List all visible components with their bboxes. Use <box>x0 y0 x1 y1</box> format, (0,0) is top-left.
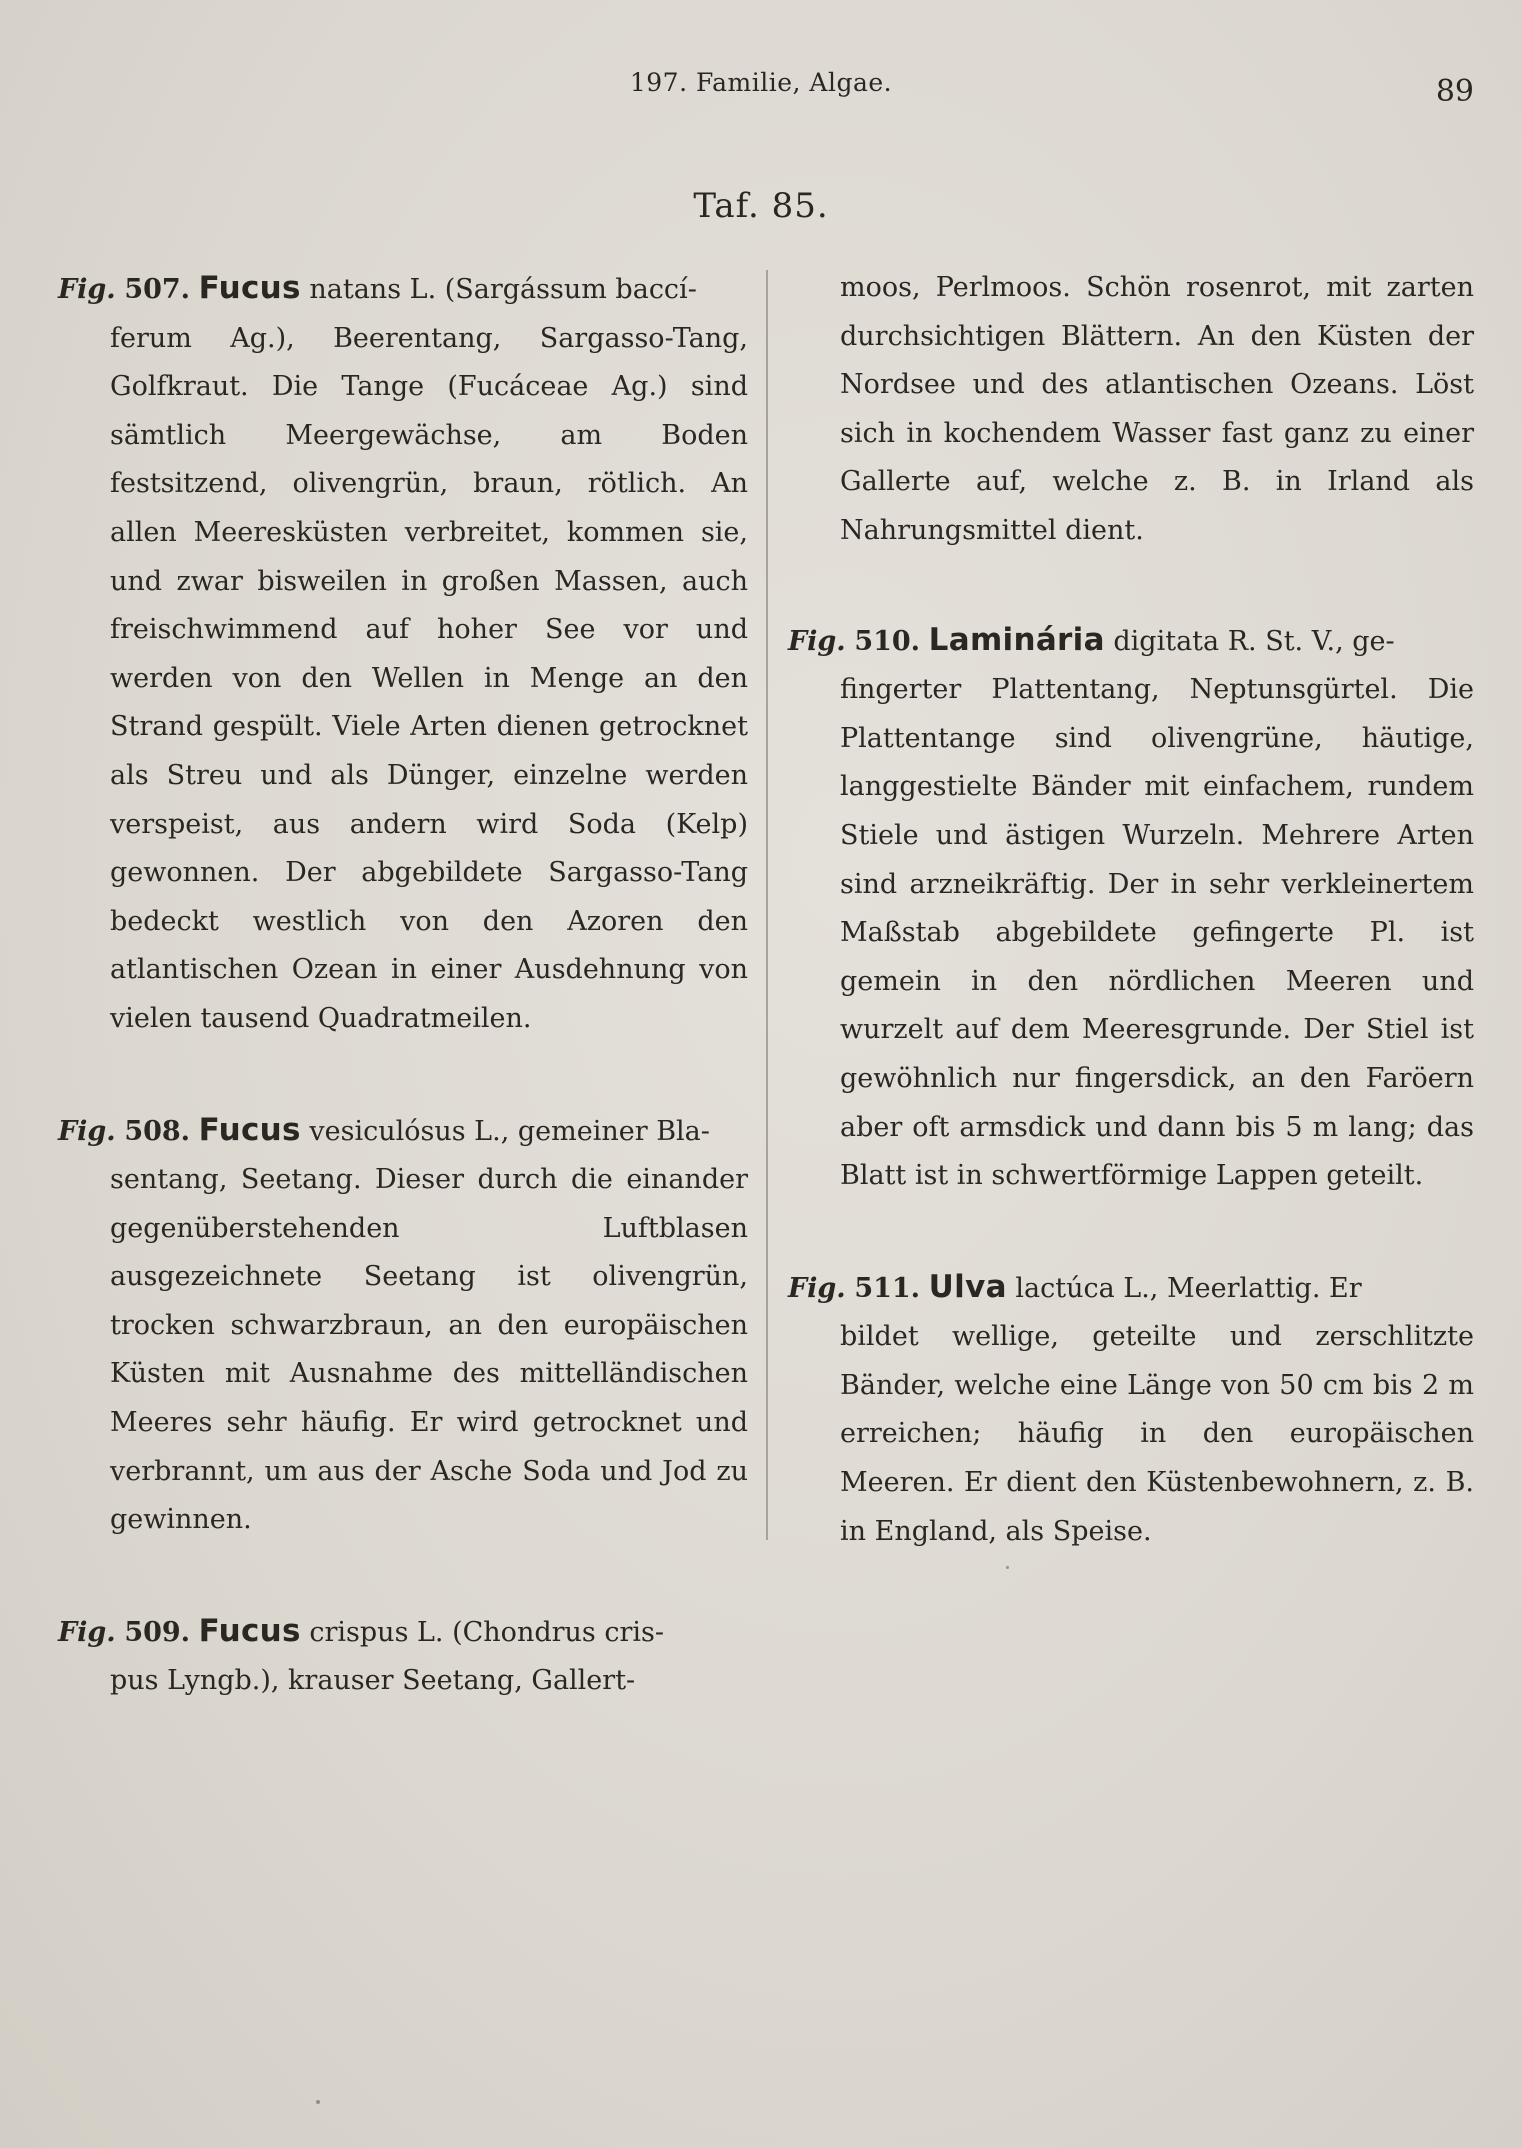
entry-body: bildet wellige, geteilte und zerschlitzte Bänder, welche eine Länge von 50 cm bis 2 m erreichen; häufig in den europäischen Meeren. Er dient den Küstenbewohnern, z. B. in England, als Speise. <box>840 1321 1474 1547</box>
fig-number: 509. <box>124 1616 191 1648</box>
entry-heading <box>58 1106 748 1157</box>
fig-number: 507. <box>124 274 191 305</box>
paper-speck <box>316 2100 320 2104</box>
entry-heading <box>58 264 748 315</box>
fig-label: Fig. <box>58 274 116 305</box>
entry-fig-507 <box>58 264 748 1044</box>
page-number: 89 <box>1435 74 1474 109</box>
fig-number: 510. <box>854 625 921 657</box>
entry-body: sentang, Seetang. Dieser durch die einander gegenüberstehenden Luftblasen ausgezeichnete Seetang ist olivengrün, trocken schwarzbraun, an den europäischen Küsten mit Ausnahme des mittelländischen Meeres sehr häufig. Er wird getrocknet und verbrannt, um aus der Asche Soda und Jod zu gewinnen. <box>110 1164 748 1536</box>
fig-number: 508. <box>124 1115 191 1147</box>
entry-heading <box>788 616 1474 667</box>
column-divider <box>766 270 768 1540</box>
genus-name: Ulva <box>928 1268 1007 1305</box>
heading-text: natans L. (Sargássum baccí- <box>309 274 697 305</box>
entry-fig-508 <box>58 1106 748 1545</box>
fig-label: Fig. <box>58 1616 116 1648</box>
genus-name: Fucus <box>198 270 301 306</box>
entry-body: fingerter Plattentang, Neptunsgürtel. Die Plattentange sind olivengrüne, häutige, langgestielte Bänder mit einfachem, rundem Stiele und ästigen Wurzeln. Mehrere Arten sind arzneikräftig. Der in sehr verkleinertem Maßstab abgebildete gefingerte Pl. ist gemein in den nördlichen Meeren und wurzelt auf dem Meeresgrunde. Der Stiel ist gewöhnlich nur fingersdick, an den Faröern aber oft armsdick und dann bis 5 m lang; das Blatt ist in schwertförmige Lappen geteilt. <box>840 674 1474 1192</box>
entry-body: pus Lyngb.), krauser Seetang, Gallert- <box>110 1665 636 1697</box>
genus-name: Laminária <box>928 621 1105 658</box>
heading-text: crispus L. (Chondrus cris- <box>309 1616 664 1648</box>
heading-text: digitata R. St. V., ge- <box>1113 625 1395 657</box>
entry-heading <box>58 1607 748 1658</box>
entry-fig-509 <box>58 1607 748 1706</box>
fig-label: Fig. <box>788 1272 846 1304</box>
left-column <box>58 264 748 1768</box>
genus-name: Fucus <box>198 1612 301 1649</box>
entry-body: ferum Ag.), Beerentang, Sargasso-Tang, Golfkraut. Die Tange (Fucáceae Ag.) sind sämtlich Meergewächse, am Boden festsitzend, olivengrün, braun, rötlich. An allen Meeresküsten verbreitet, kommen sie, und zwar bisweilen in großen Massen, auch freischwimmend auf hoher See vor und werden von den Wellen in Menge an den Strand gespült. Viele Arten dienen getrocknet als Streu und als Dünger, einzelne werden verspeist, aus andern wird Soda (Kelp) gewonnen. Der abgebildete Sargasso-Tang bedeckt westlich von den Azoren den atlantischen Ozean in einer Ausdehnung von vielen tausend Quadratmeilen. <box>110 322 748 1034</box>
entry-fig-509-continuation: moos, Perlmoos. Schön rosenrot, mit zarten durchsichtigen Blättern. An den Küsten der Nordsee und des atlantischen Ozeans. Löst sich in kochendem Wasser fast ganz zu einer Gallerte auf, welche z. B. in Irland als Nahrungsmittel dient. <box>840 272 1474 546</box>
genus-name: Fucus <box>198 1111 301 1148</box>
heading-text: lactúca L., Meerlattig. Er <box>1015 1272 1362 1304</box>
entry-fig-511 <box>788 1263 1474 1557</box>
right-column <box>788 264 1474 1618</box>
paper-speck <box>1006 1566 1009 1569</box>
fig-label: Fig. <box>58 1115 116 1147</box>
plate-title: Taf. 85. <box>693 186 829 226</box>
running-head: 197. Familie, Algae. <box>629 68 893 97</box>
fig-label: Fig. <box>788 625 846 657</box>
heading-text: vesiculósus L., gemeiner Bla- <box>309 1115 710 1147</box>
entry-heading <box>788 1263 1474 1314</box>
entry-fig-510 <box>788 616 1474 1201</box>
fig-number: 511. <box>854 1272 921 1304</box>
